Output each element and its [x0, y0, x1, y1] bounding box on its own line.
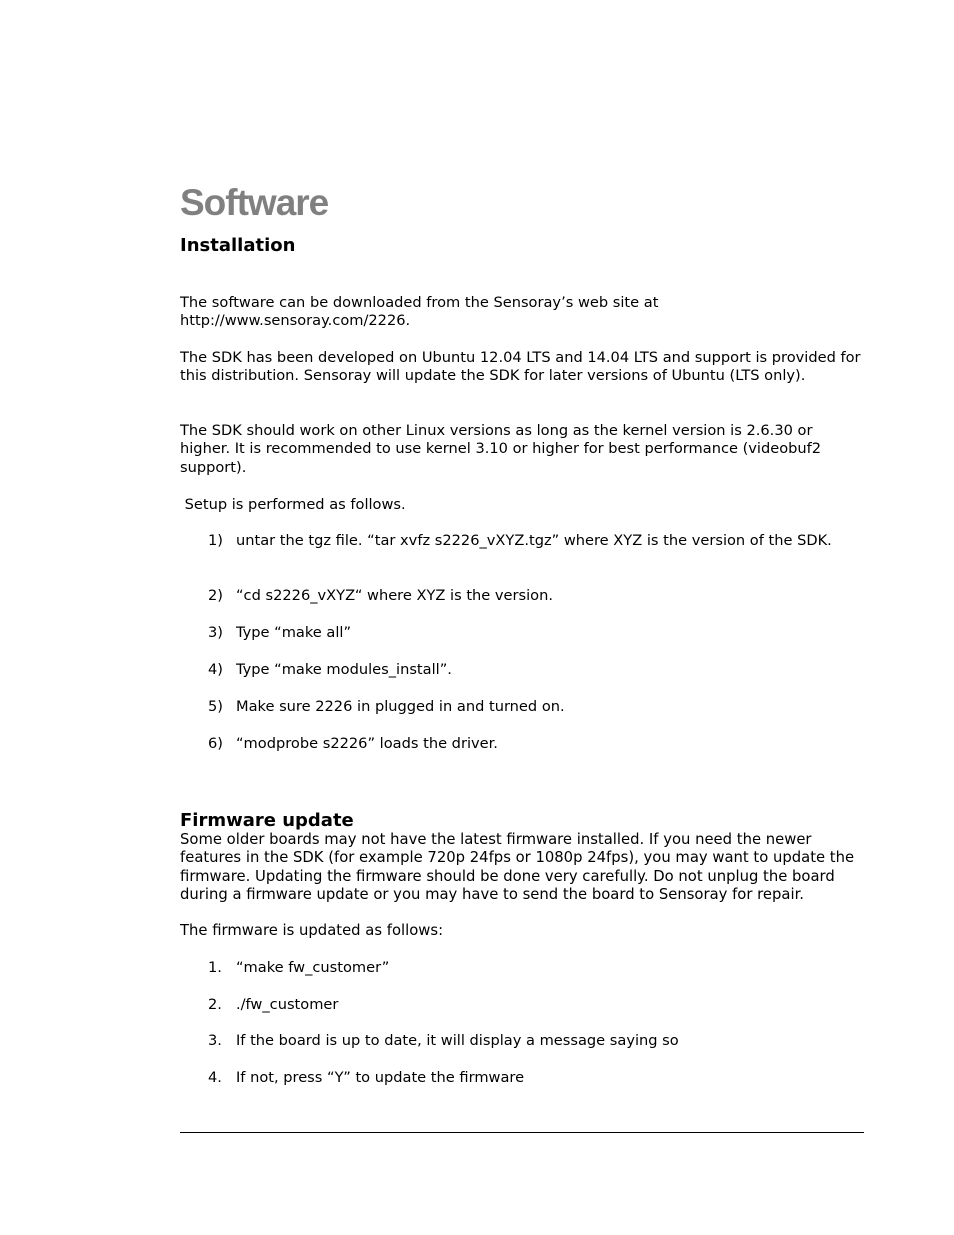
list-item [208, 587, 864, 605]
list-text: ./fw_customer [236, 996, 339, 1013]
list-number: 4) [208, 661, 223, 678]
footer-divider [180, 1132, 864, 1133]
list-number: 1) [208, 532, 223, 549]
list-number: 4. [208, 1069, 222, 1086]
list-item [208, 959, 864, 977]
list-text: Type “make all” [236, 624, 352, 641]
paragraph-firmware-intro: The firmware is updated as follows: [180, 922, 444, 939]
list-text: Type “make modules_install”. [236, 661, 452, 678]
installation-heading: Installation [180, 235, 296, 256]
firmware-heading: Firmware update [180, 810, 354, 831]
list-item [208, 1069, 864, 1087]
list-number: 3) [208, 624, 223, 641]
list-text: “modprobe s2226” loads the driver. [236, 735, 498, 752]
list-number: 1. [208, 959, 222, 976]
paragraph-firmware-note: Some older boards may not have the latest firmware installed. If you need the newer features in the SDK (for example 720p 24fps or 1080p 24fps), you may want to update the firmware. Updating the firmware should be done very carefully. Do not unplug the board during a firmware update or you may have to send the board to Sensoray for repair. [180, 831, 855, 904]
page-title: Software [180, 182, 329, 223]
paragraph-download: The software can be downloaded from the Sensoray’s web site at http://www.sensoray.com/2226. [180, 294, 659, 330]
list-item [208, 532, 864, 550]
list-number: 2) [208, 587, 223, 604]
list-text: Make sure 2226 in plugged in and turned on. [236, 698, 565, 715]
list-text: “cd s2226_vXYZ“ where XYZ is the version. [236, 587, 554, 604]
list-item [208, 624, 864, 642]
list-item [208, 996, 864, 1014]
list-text: untar the tgz file. “tar xvfz s2226_vXYZ.tgz” where XYZ is the version of the SDK. [236, 532, 832, 549]
list-item [208, 661, 864, 679]
list-text: If not, press “Y” to update the firmware [236, 1069, 525, 1086]
list-number: 2. [208, 996, 222, 1013]
list-item [208, 1032, 864, 1050]
paragraph-setup-intro: Setup is performed as follows. [180, 496, 406, 513]
list-number: 3. [208, 1032, 222, 1049]
paragraph-ubuntu: The SDK has been developed on Ubuntu 12.04 LTS and 14.04 LTS and support is provided for this distribution. Sensoray will update the SDK for later versions of Ubuntu (LTS only). [180, 349, 861, 385]
list-text: If the board is up to date, it will display a message saying so [236, 1032, 679, 1049]
list-number: 6) [208, 735, 223, 752]
list-number: 5) [208, 698, 223, 715]
paragraph-kernel: The SDK should work on other Linux versions as long as the kernel version is 2.6.30 or higher. It is recommended to use kernel 3.10 or higher for best performance (videobuf2 support). [180, 422, 822, 476]
list-item [208, 735, 864, 753]
list-text: “make fw_customer” [236, 959, 390, 976]
list-item [208, 698, 864, 716]
